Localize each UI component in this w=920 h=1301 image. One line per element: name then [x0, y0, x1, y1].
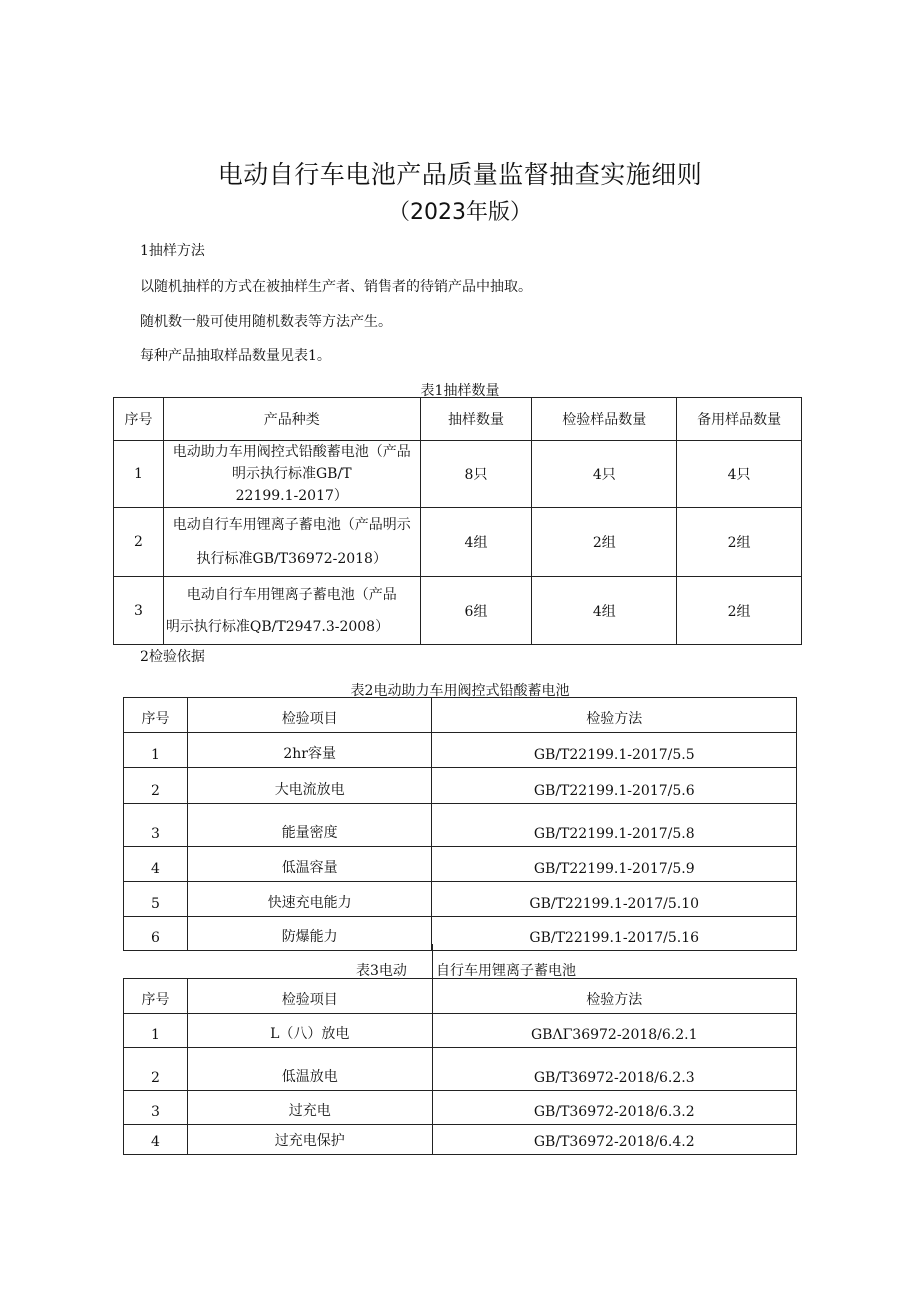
lithium-ion-test-table	[123, 978, 797, 1155]
header-cell: 产品种类	[163, 398, 420, 441]
test-sample-quantity: 4只	[532, 441, 677, 508]
row-number: 6	[124, 917, 188, 951]
row-number: 1	[124, 1014, 188, 1048]
sample-quantity: 8只	[420, 441, 532, 508]
table-3-caption-left: 表3电动	[356, 963, 407, 979]
table-3-caption-right: 自行车用锂离子蓄电池	[436, 963, 576, 979]
test-method: GB/T36972-2018/6.4.2	[432, 1125, 796, 1155]
header-cell: 检验项目	[187, 698, 432, 733]
test-method: GB/T22199.1-2017/5.9	[432, 847, 797, 882]
test-item: 过充电	[187, 1091, 432, 1125]
spare-sample-quantity: 4只	[677, 441, 802, 508]
table-2-caption: 表2电动助力车用阀控式铅酸蓄电池	[350, 683, 570, 699]
product-line: 电动自行车用锂离子蓄电池（产品明示	[172, 517, 411, 533]
table-row	[124, 1125, 797, 1155]
product-line: 执行标准GB/T36972-2018）	[196, 551, 387, 567]
row-number: 1	[124, 733, 188, 768]
test-method: GB/T22199.1-2017/5.8	[432, 804, 797, 847]
lead-acid-test-table	[123, 697, 797, 951]
row-number: 2	[124, 768, 188, 804]
table-row	[124, 768, 797, 804]
row-number: 2	[114, 508, 164, 577]
product-line: 电动自行车用锂离子蓄电池（产品	[186, 586, 397, 603]
row-number: 3	[114, 577, 164, 645]
header-cell: 检验样品数量	[532, 398, 677, 441]
spare-sample-quantity: 2组	[677, 508, 802, 577]
product-line: 明示执行标准GB/T	[232, 466, 352, 482]
table-row	[124, 1048, 797, 1091]
sampling-quantity-table	[113, 397, 802, 645]
test-item: 防爆能力	[187, 917, 432, 951]
header-cell: 检验方法	[432, 979, 796, 1014]
test-item: L（八）放电	[187, 1014, 432, 1048]
row-number: 3	[124, 804, 188, 847]
section-1-paragraph: 以随机抽样的方式在被抽样生产者、销售者的待销产品中抽取。	[140, 279, 532, 295]
test-method: GB/T36972-2018/6.2.3	[432, 1048, 796, 1091]
table-row	[124, 733, 797, 768]
row-number: 3	[124, 1091, 188, 1125]
section-1-paragraph: 每种产品抽取样品数量见表1。	[140, 348, 331, 364]
test-item: 低温放电	[187, 1048, 432, 1091]
header-cell: 检验项目	[187, 979, 432, 1014]
table-row	[124, 917, 797, 951]
spare-sample-quantity: 2组	[677, 577, 802, 645]
table-row	[124, 882, 797, 917]
test-sample-quantity: 2组	[532, 508, 677, 577]
header-cell: 检验方法	[432, 698, 797, 733]
product-line: 22199.1-2017）	[235, 488, 348, 504]
test-item: 快速充电能力	[187, 882, 432, 917]
section-1-paragraph: 随机数一般可使用随机数表等方法产生。	[140, 314, 392, 330]
test-method: GBΛΓ36972-2018/6.2.1	[432, 1014, 796, 1048]
test-item: 大电流放电	[187, 768, 432, 804]
table-row	[114, 577, 802, 645]
product-type	[163, 577, 420, 645]
product-line: 明示执行标准QB/T2947.3-2008）	[165, 618, 390, 635]
header-cell: 抽样数量	[420, 398, 532, 441]
table-row	[124, 804, 797, 847]
section-1-heading: 1抽样方法	[140, 243, 205, 259]
row-number: 2	[124, 1048, 188, 1091]
test-method: GB/T36972-2018/6.3.2	[432, 1091, 796, 1125]
test-item: 过充电保护	[187, 1125, 432, 1155]
table-1-caption: 表1抽样数量	[420, 383, 500, 399]
test-item: 低温容量	[187, 847, 432, 882]
test-item: 2hr容量	[187, 733, 432, 768]
row-number: 5	[124, 882, 188, 917]
header-cell: 备用样品数量	[677, 398, 802, 441]
document-title: 电动自行车电池产品质量监督抽查实施细则	[217, 160, 703, 189]
table-header-row	[124, 698, 797, 733]
header-cell: 序号	[124, 698, 188, 733]
row-number: 1	[114, 441, 164, 508]
test-method: GB/T22199.1-2017/5.6	[432, 768, 797, 804]
table-row	[114, 508, 802, 577]
header-cell: 序号	[114, 398, 164, 441]
table-row	[114, 441, 802, 508]
table-header-row	[114, 398, 802, 441]
test-item: 能量密度	[187, 804, 432, 847]
table-row	[124, 847, 797, 882]
test-sample-quantity: 4组	[532, 577, 677, 645]
table-row	[124, 1014, 797, 1048]
table-header-row	[124, 979, 797, 1014]
product-type	[163, 508, 420, 577]
table-row	[124, 1091, 797, 1125]
test-method: GB/T22199.1-2017/5.16	[432, 917, 797, 951]
row-number: 4	[124, 1125, 188, 1155]
sample-quantity: 6组	[420, 577, 532, 645]
sample-quantity: 4组	[420, 508, 532, 577]
row-number: 4	[124, 847, 188, 882]
section-2-heading: 2检验依据	[140, 649, 205, 665]
header-cell: 序号	[124, 979, 188, 1014]
document-subtitle: （2023年版）	[388, 200, 532, 225]
product-type	[163, 441, 420, 508]
test-method: GB/T22199.1-2017/5.10	[432, 882, 797, 917]
test-method: GB/T22199.1-2017/5.5	[432, 733, 797, 768]
product-line: 电动助力车用阀控式铅酸蓄电池（产品	[172, 444, 411, 460]
caption-divider	[432, 944, 433, 978]
